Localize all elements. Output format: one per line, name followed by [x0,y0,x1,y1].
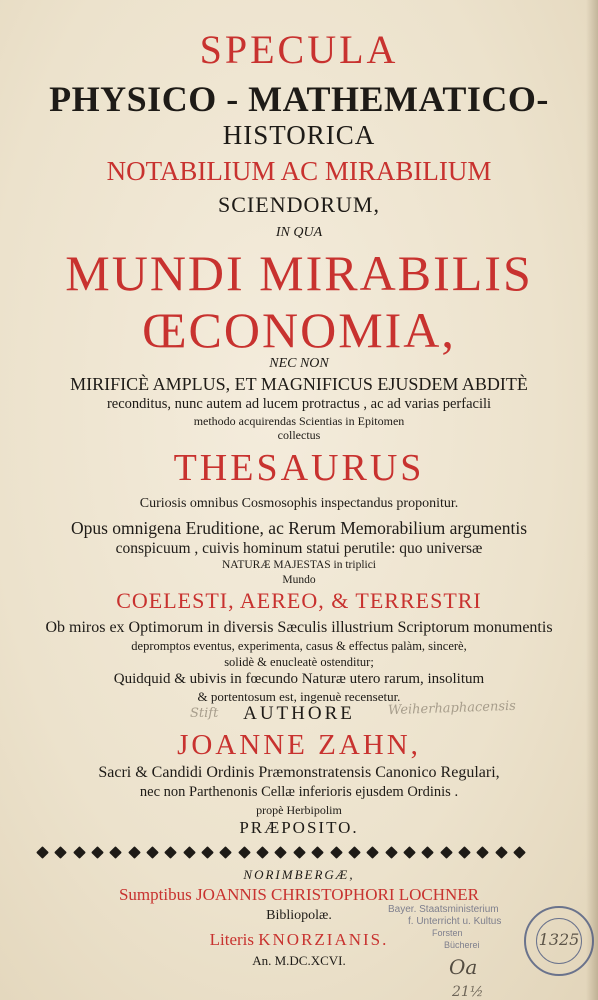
ornament-diamond [220,846,233,859]
title-historica: HISTORICA [222,120,376,150]
imprint-literis-prefix: Literis [209,930,254,949]
text-conspicuum: conspicuum , cuivis hominum statui perutile: quo universæ [115,540,483,557]
ornament-diamond [256,846,269,859]
title-physico-mathematico: PHYSICO - MATHEMATICO- [49,79,549,119]
ornament-diamond [36,846,49,859]
title-methodo: methodo acquirendas Scientias in Epitomen [193,414,405,428]
ornament-diamond [348,846,361,859]
imprint-publisher: JOANNIS CHRISTOPHORI LOCHNER [195,885,480,904]
ornament-diamond [366,846,379,859]
shelfmark-secondary: 21½ [452,984,484,1000]
text-quidquid: Quidquid & ubivis in fœcundo Naturæ utero rarum, insolitum [113,671,485,687]
stamp-line-1: Bayer. Staatsministerium [388,904,499,915]
imprint-sumptibus-prefix: Sumptibus [118,885,192,904]
title-sciendorum: SCIENDORUM, [218,192,380,217]
ornament-diamond [128,846,141,859]
text-opus: Opus omnigena Eruditione, ac Rerum Memorabilium argumentis [70,518,528,538]
title-specula: SPECULA [199,27,399,72]
library-stamp [388,904,526,960]
ornament-diamond [73,846,86,859]
ornament-diamond [403,846,416,859]
library-seal [524,906,594,976]
title-mirifice: MIRIFICÈ AMPLUS, ET MAGNIFICUS EJUSDEM ABDITÈ [70,374,528,394]
author-prope: propè Herbipolim [256,803,342,817]
ornament-diamond [165,846,178,859]
ornament-diamond [513,846,526,859]
ornament-diamond [440,846,453,859]
handwritten-note-right: Weiherhaphacensis [387,698,517,719]
ornament-diamond [183,846,196,859]
title-notabilium: NOTABILIUM AC MIRABILIUM [106,156,492,186]
title-thesaurus: THESAURUS [173,447,425,489]
author-parthenonis: nec non Parthenonis Cellæ inferioris ejusdem Ordinis . [139,784,459,800]
imprint-city: NORIMBERGÆ, [243,867,355,882]
stamp-line-2: f. Unterricht u. Kultus [408,916,502,927]
text-depromptos: depromptos eventus, experimenta, casus & effectus palàm, sincerè, [131,639,467,653]
imprint-printer: KNORZIANIS. [258,930,389,949]
title-oeconomia: ŒCONOMIA, [142,302,456,358]
text-coelesti: COELESTI, AEREO, & TERRESTRI [116,588,482,613]
text-mundo: Mundo [282,574,316,586]
author-order: Sacri & Candidi Ordinis Præmonstratensis Canonico Regulari, [98,764,500,781]
author-praeposito: PRÆPOSITO. [239,818,359,837]
text-portentosum: & portentosum est, ingenuè recensetur. [197,689,401,704]
text-ob-miros: Ob miros ex Optimorum in diversis Sæculis illustrium Scriptorum monumentis [45,619,553,636]
ornament-band [38,845,524,859]
author-name: JOANNE ZAHN, [177,729,421,761]
ornament-diamond [201,846,214,859]
text-naturae-majestas: NATURÆ MAJESTAS in triplici [221,559,377,571]
ornament-diamond [385,846,398,859]
title-reconditus: reconditus, nunc autem ad lucem protractus , ac ad varias perfacili [106,396,492,412]
stamp-line-3: Forsten [432,928,463,938]
ornament-diamond [54,846,67,859]
title-mundi-mirabilis: MUNDI MIRABILIS [65,245,533,301]
ornament-diamond [476,846,489,859]
seal-number: 1325 [538,930,580,949]
ornament-diamond [421,846,434,859]
ornament-diamond [458,846,471,859]
ornament-diamond [311,846,324,859]
imprint-sumptibus [0,885,598,905]
ornament-diamond [110,846,123,859]
ornament-diamond [146,846,159,859]
title-nec-non: NEC NON [269,356,329,371]
ornament-diamond [293,846,306,859]
ornament-diamond [91,846,104,859]
ornament-diamond [275,846,288,859]
ornament-diamond [495,846,508,859]
shelfmark: Oa [449,955,478,979]
title-in-qua: IN QUA [275,225,323,240]
imprint-year: An. M.DC.XCVI. [252,953,346,968]
ornament-diamond [238,846,251,859]
stamp-line-4: Bücherei [444,940,480,950]
imprint-bibliopolae: Bibliopolæ. [266,908,332,923]
ornament-diamond [330,846,343,859]
handwritten-note-left: Stift [190,706,219,721]
text-curiosis: Curiosis omnibus Cosmosophis inspectandus proponitur. [139,496,459,511]
title-collectus: collectus [277,428,321,442]
author-label: AUTHORE [243,703,355,724]
text-solide: solidè & enucleatè ostenditur; [224,655,374,669]
